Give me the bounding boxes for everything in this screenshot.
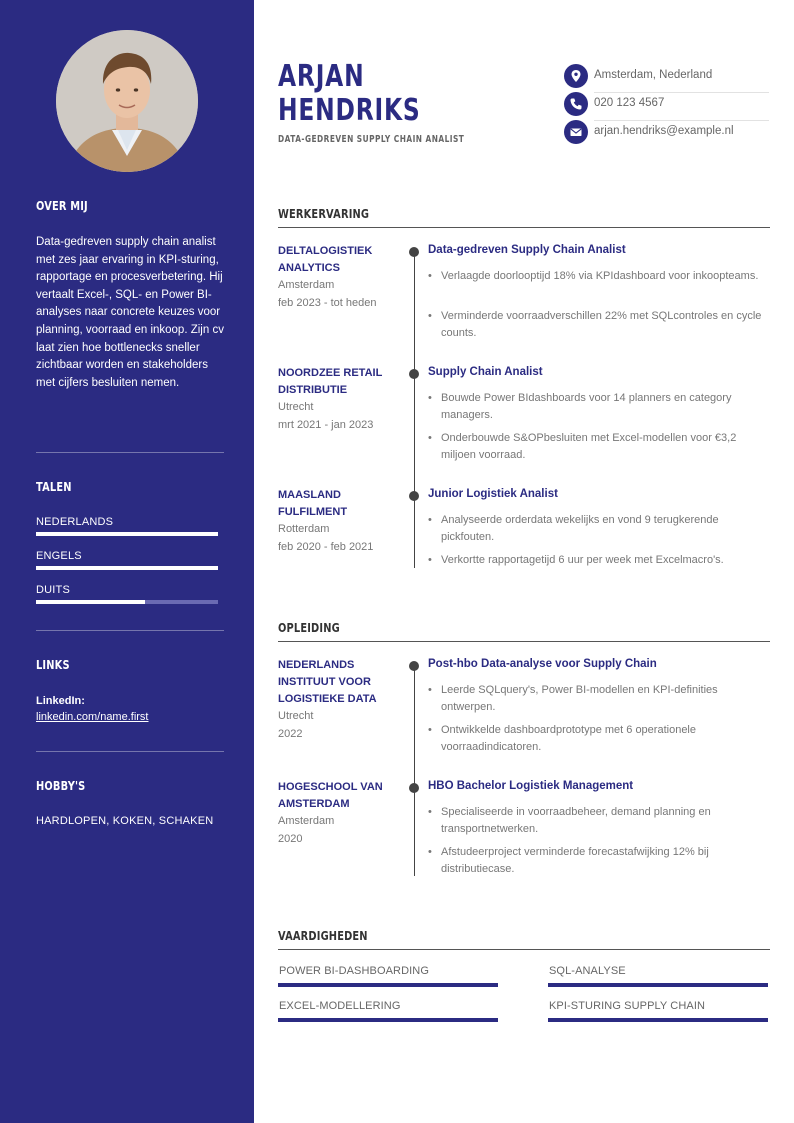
skill-bar — [278, 983, 498, 987]
job-bullet: • Analyseerde orderdata wekelijks en vond 9 terugkerende pickfouten. — [428, 512, 768, 545]
location-pin-icon — [564, 64, 588, 88]
hobbies-heading: HOBBY'S — [36, 779, 86, 793]
education-heading: OPLEIDING — [278, 621, 340, 635]
timeline-dot — [409, 369, 419, 379]
skill-item — [278, 1000, 498, 1022]
about-text: Data-gedreven supply chain analist met zes jaar ervaring in KPI-sturing, rapportage en procesverbetering. Hij vertaalt Excel-, SQL- en Power BI-analyses naar concrete keuzes voor planning, voorraad en inkoop. Zijn cv laat zien hoe bottlenecks sneller zichtbaar worden en stakeholders met cijfers besluiten nemen. — [36, 236, 224, 389]
name-last: HENDRIKS — [278, 93, 421, 128]
divider — [278, 227, 770, 228]
phone-icon — [564, 92, 588, 116]
language-label: NEDERLANDS — [36, 516, 114, 528]
job-bullet: • Verkortte rapportagetijd 6 uur per week met Excelmacro's. — [428, 552, 768, 569]
employer-name: MAASLAND FULFILMENT — [278, 489, 348, 518]
skills-heading: VAARDIGHEDEN — [278, 929, 368, 943]
language-level-fill — [36, 532, 218, 536]
timeline-dot — [409, 491, 419, 501]
language-level-fill — [36, 600, 145, 604]
contact-location-text: Amsterdam, Nederland — [594, 69, 713, 81]
job-bullet: • Verlaagde doorlooptijd 18% via KPIdashboard voor inkoopteams. — [428, 268, 768, 285]
education-degree: Post-hbo Data-analyse voor Supply Chain — [428, 658, 657, 670]
timeline-dot — [409, 783, 419, 793]
experience-timeline — [414, 251, 415, 568]
job-bullet: • Onderbouwde S&OPbesluiten met Excel-modellen voor €3,2 miljoen voorraad. — [428, 430, 768, 463]
timeline-dot — [409, 247, 419, 257]
school-period: 2022 — [278, 728, 303, 740]
name-first: ARJAN — [278, 59, 365, 94]
divider — [36, 630, 224, 631]
employer-name: NOORDZEE RETAIL DISTRIBUTIE — [278, 367, 383, 396]
job-period: mrt 2021 - jan 2023 — [278, 419, 374, 431]
about-heading: OVER MIJ — [36, 199, 88, 213]
skill-item — [548, 1000, 768, 1022]
contact-email[interactable] — [564, 119, 769, 145]
education-bullet: • Specialiseerde in voorraadbeheer, demand planning en transportnetwerken. — [428, 804, 768, 837]
skill-item — [278, 965, 498, 987]
language-item — [36, 550, 218, 570]
job-role: Data-gedreven Supply Chain Analist — [428, 244, 626, 256]
timeline-dot — [409, 661, 419, 671]
skill-item — [548, 965, 768, 987]
sidebar — [0, 0, 254, 1123]
hobbies-text: HARDLOPEN, KOKEN, SCHAKEN — [36, 815, 214, 827]
education-bullet: • Leerde SQLquery's, Power BI-modellen en KPI-definities ontwerpen. — [428, 682, 768, 715]
job-period: feb 2023 - tot heden — [278, 297, 377, 309]
language-level-bar — [36, 566, 218, 570]
contact-phone — [564, 91, 769, 117]
divider — [278, 949, 770, 950]
education-bullet: • Afstudeerproject verminderde forecastafwijking 12% bij distributiecase. — [428, 844, 768, 877]
education-meta — [278, 812, 403, 848]
school-period: 2020 — [278, 833, 303, 845]
job-location: Utrecht — [278, 401, 314, 413]
job-title: DATA-GEDREVEN SUPPLY CHAIN ANALIST — [278, 134, 465, 145]
skill-label: EXCEL-MODELLERING — [279, 1000, 401, 1012]
divider — [36, 452, 224, 453]
linkedin-link[interactable]: linkedin.com/name.first — [36, 711, 149, 723]
education-meta — [278, 707, 403, 743]
language-item — [36, 584, 218, 604]
linkedin-label: LinkedIn: — [36, 695, 85, 707]
job-role: Supply Chain Analist — [428, 366, 543, 378]
experience-heading: WERKERVARING — [278, 207, 370, 221]
divider — [36, 751, 224, 752]
email-icon — [564, 120, 588, 144]
job-period: feb 2020 - feb 2021 — [278, 541, 374, 553]
job-bullet: • Verminderde voorraadverschillen 22% met SQLcontroles en cycle counts. — [428, 308, 768, 341]
language-level-bar — [36, 532, 218, 536]
languages-heading: TALEN — [36, 480, 72, 494]
contact-phone-text: 020 123 4567 — [594, 97, 665, 109]
contact-location — [564, 63, 769, 89]
education-degree: HBO Bachelor Logistiek Management — [428, 780, 634, 792]
skill-label: POWER BI-DASHBOARDING — [279, 965, 430, 977]
portrait-image — [56, 30, 198, 172]
job-meta — [278, 276, 403, 312]
job-meta — [278, 398, 403, 434]
skill-bar — [548, 1018, 768, 1022]
divider — [278, 641, 770, 642]
school-name: HOGESCHOOL VAN AMSTERDAM — [278, 781, 383, 810]
language-label: DUITS — [36, 584, 70, 596]
job-role: Junior Logistiek Analist — [428, 488, 558, 500]
skill-bar — [548, 983, 768, 987]
school-location: Amsterdam — [278, 815, 335, 827]
skill-bar — [278, 1018, 498, 1022]
language-item — [36, 516, 218, 536]
language-level-bar — [36, 600, 218, 604]
language-label: ENGELS — [36, 550, 82, 562]
job-location: Amsterdam — [278, 279, 335, 291]
school-location: Utrecht — [278, 710, 314, 722]
profile-photo — [56, 30, 198, 172]
education-timeline — [414, 665, 415, 876]
job-meta — [278, 520, 403, 556]
job-location: Rotterdam — [278, 523, 330, 535]
links-heading: LINKS — [36, 658, 70, 672]
language-level-fill — [36, 566, 218, 570]
employer-name: DELTALOGISTIEK ANALYTICS — [278, 245, 373, 274]
person-name — [278, 60, 421, 128]
contact-email-text[interactable]: arjan.hendriks@example.nl — [594, 125, 734, 137]
education-bullet: • Ontwikkelde dashboardprototype met 6 operationele voorraadindicatoren. — [428, 722, 768, 755]
job-bullet: • Bouwde Power BIdashboards voor 14 planners en category managers. — [428, 390, 768, 423]
skill-label: SQL-ANALYSE — [549, 965, 626, 977]
school-name: NEDERLANDS INSTITUUT VOOR LOGISTIEKE DATA — [278, 659, 377, 705]
skill-label: KPI-STURING SUPPLY CHAIN — [549, 1000, 706, 1012]
